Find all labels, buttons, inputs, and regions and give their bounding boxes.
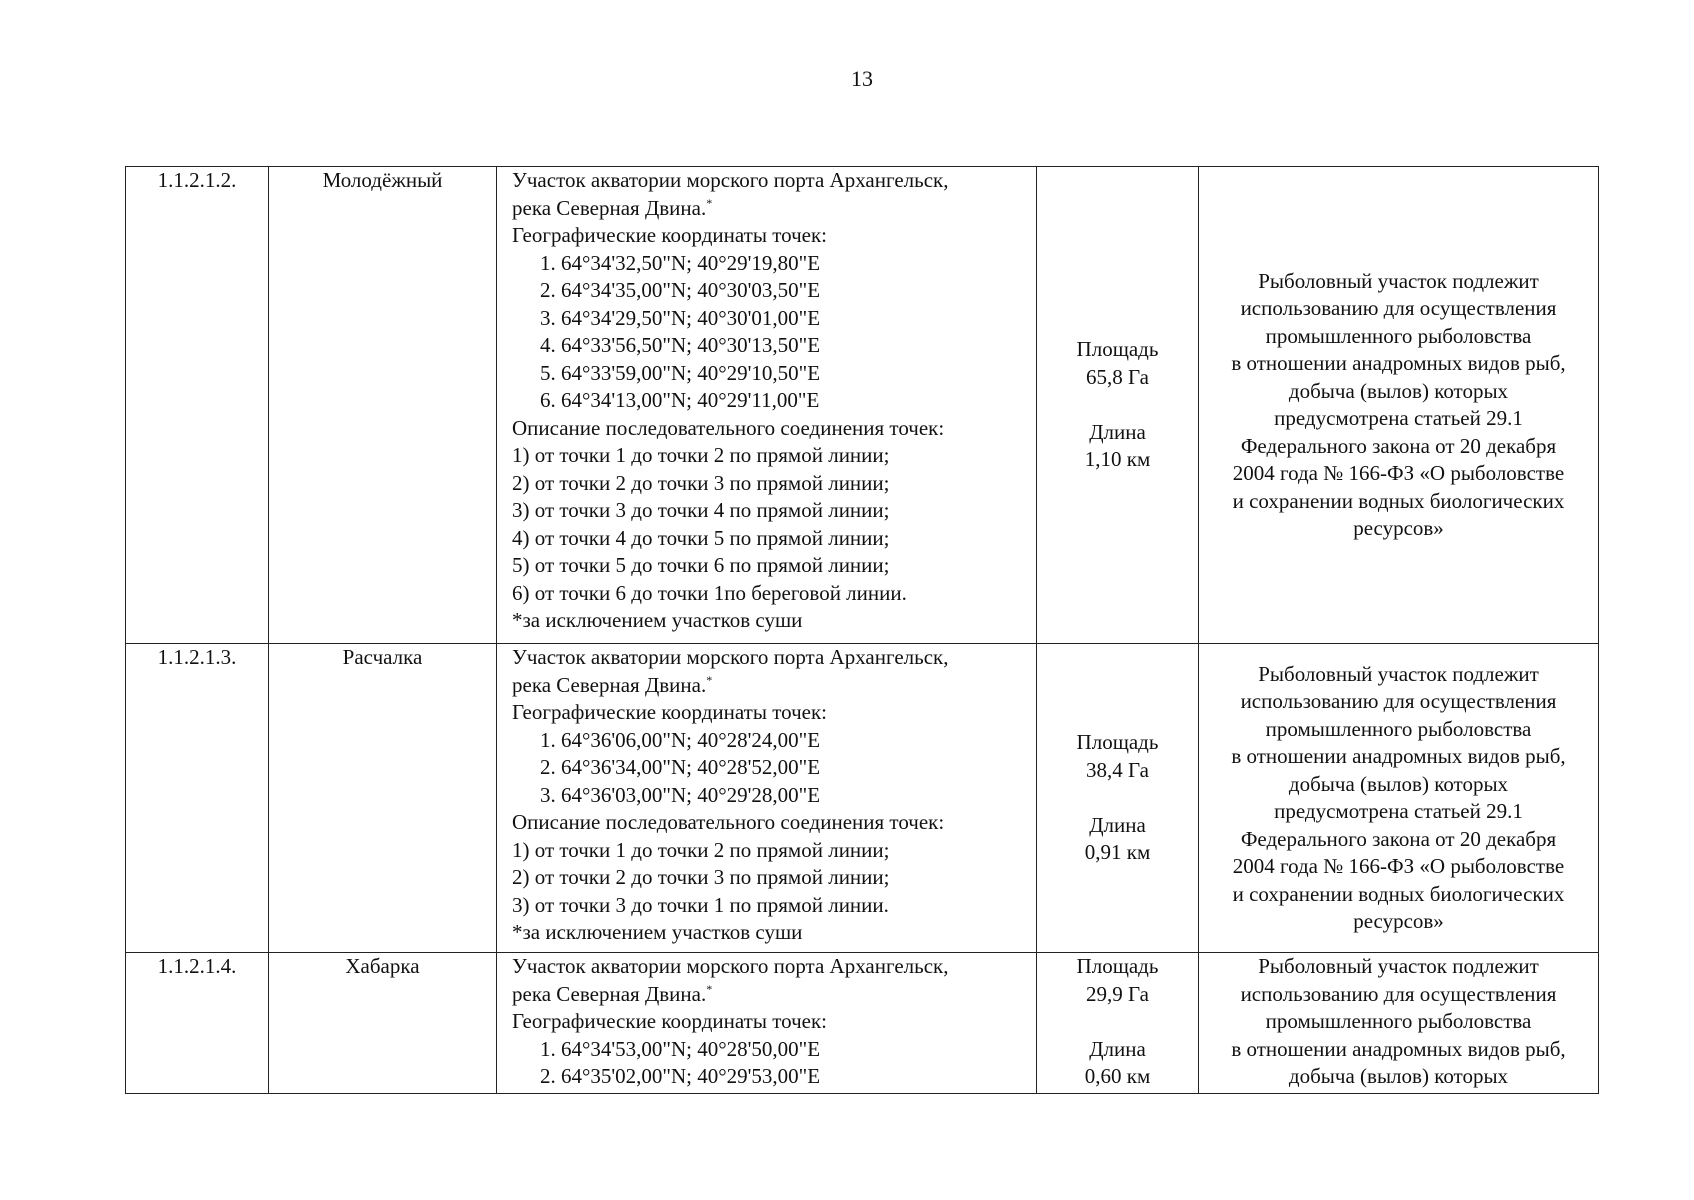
table-row [126, 167, 1599, 644]
area-value: 29,9 Га [1086, 981, 1149, 1006]
desc-line: река Северная Двина.* [512, 672, 713, 697]
footnote: *за исключением участков суши [512, 920, 803, 944]
connection-title: Описание последовательного соединения точек: [512, 810, 945, 834]
length-value: 1,10 км [1084, 447, 1151, 472]
note-line: ресурсов» [1353, 516, 1444, 540]
connection-line: 1) от точки 1 до точки 2 по прямой линии; [512, 443, 890, 467]
note-line: добыча (вылов) которых [1288, 1064, 1509, 1088]
area-size [1037, 167, 1199, 644]
desc-line: река Северная Двина.* [512, 195, 713, 220]
connection-line: 2) от точки 2 до точки 3 по прямой линии; [512, 470, 890, 495]
length-value: 0,91 км [1084, 840, 1151, 865]
desc-line: Участок акватории морского порта Архангельск, [512, 954, 949, 978]
note-line: 2004 года № 166-ФЗ «О рыболовстве [1232, 854, 1565, 878]
length-label: Длина [1089, 812, 1146, 837]
note-line: предусмотрена статьей 29.1 [1274, 406, 1523, 430]
note-line: Рыболовный участок подлежит [1258, 954, 1539, 978]
area-note [1199, 644, 1599, 953]
coord-point: 6. 64°34'13,00"N; 40°29'11,00"E [540, 388, 820, 412]
note-line: и сохранении водных биологических [1232, 488, 1565, 513]
area-note [1199, 953, 1599, 1094]
row-number: 1.1.2.1.3. [126, 644, 269, 953]
note-line: в отношении анадромных видов рыб, [1231, 1036, 1566, 1061]
note-line: добыча (вылов) которых [1288, 771, 1509, 796]
page-number: 13 [851, 66, 873, 91]
note-line: использованию для осуществления [1240, 981, 1557, 1006]
connection-title: Описание последовательного соединения точек: [512, 415, 945, 440]
connection-line: 2) от точки 2 до точки 3 по прямой линии; [512, 865, 890, 889]
area-value: 38,4 Га [1086, 757, 1149, 782]
connection-line: 1) от точки 1 до точки 2 по прямой линии; [512, 837, 890, 862]
coord-point: 3. 64°36'03,00"N; 40°29'28,00"E [540, 782, 821, 807]
area-name: Молодёжный [269, 167, 497, 644]
note-line: промышленного рыболовства [1265, 1009, 1532, 1033]
coord-point: 1. 64°34'32,50"N; 40°29'19,80"E [540, 250, 821, 275]
coord-point: 5. 64°33'59,00"N; 40°29'10,50"E [540, 360, 821, 385]
note-line: ресурсов» [1353, 909, 1444, 933]
row-number: 1.1.2.1.2. [126, 167, 269, 644]
area-label: Площадь [1076, 730, 1159, 755]
coord-point: 2. 64°34'35,00"N; 40°30'03,50"E [540, 278, 821, 302]
note-line: промышленного рыболовства [1265, 716, 1532, 741]
coord-point: 4. 64°33'56,50"N; 40°30'13,50"E [540, 333, 821, 357]
connection-line: 3) от точки 3 до точки 4 по прямой линии; [512, 498, 890, 522]
row-number: 1.1.2.1.4. [126, 953, 269, 1094]
length-label: Длина [1089, 419, 1146, 444]
table-row [126, 953, 1599, 1094]
note-line: Федерального закона от 20 декабря [1240, 433, 1557, 458]
desc-line: река Северная Двина.* [512, 981, 713, 1006]
note-line: добыча (вылов) которых [1288, 378, 1509, 403]
footnote-mark: * [706, 195, 713, 210]
note-line: использованию для осуществления [1240, 296, 1557, 320]
note-line: Федерального закона от 20 декабря [1240, 826, 1557, 851]
note-line: использованию для осуществления [1240, 689, 1557, 713]
note-line: 2004 года № 166-ФЗ «О рыболовстве [1232, 461, 1565, 485]
area-label: Площадь [1076, 954, 1159, 978]
area-value: 65,8 Га [1086, 364, 1149, 389]
area-name: Расчалка [269, 644, 497, 953]
area-size [1037, 644, 1199, 953]
area-size [1037, 953, 1199, 1094]
coord-point: 2. 64°36'34,00"N; 40°28'52,00"E [540, 755, 821, 779]
coords-title: Географические координаты точек: [512, 700, 827, 724]
note-line: предусмотрена статьей 29.1 [1274, 799, 1523, 823]
note-line: промышленного рыболовства [1265, 323, 1532, 348]
coord-point: 1. 64°34'53,00"N; 40°28'50,00"E [540, 1036, 821, 1061]
table-row [126, 644, 1599, 953]
area-name: Хабарка [269, 953, 497, 1094]
area-label: Площадь [1076, 337, 1159, 362]
coords-title: Географические координаты точек: [512, 223, 827, 247]
note-line: Рыболовный участок подлежит [1258, 268, 1539, 293]
connection-line: 3) от точки 3 до точки 1 по прямой линии. [512, 892, 889, 917]
area-description [497, 644, 1037, 953]
footnote-mark: * [706, 672, 713, 687]
connection-line: 6) от точки 6 до точки 1по береговой линии. [512, 580, 907, 605]
coord-point: 2. 64°35'02,00"N; 40°29'53,00"E [540, 1064, 821, 1088]
length-value: 0,60 км [1084, 1064, 1151, 1088]
connection-line: 4) от точки 4 до точки 5 по прямой линии; [512, 525, 890, 550]
note-line: и сохранении водных биологических [1232, 881, 1565, 906]
fishing-areas-table [125, 166, 1599, 1094]
desc-line: Участок акватории морского порта Архангельск, [512, 645, 949, 669]
area-description [497, 953, 1037, 1094]
note-line: в отношении анадромных видов рыб, [1231, 351, 1566, 375]
area-description [497, 167, 1037, 644]
note-line: Рыболовный участок подлежит [1258, 661, 1539, 686]
connection-line: 5) от точки 5 до точки 6 по прямой линии; [512, 553, 890, 577]
coords-title: Географические координаты точек: [512, 1009, 827, 1033]
footnote: *за исключением участков суши [512, 608, 803, 632]
length-label: Длина [1089, 1036, 1146, 1061]
footnote-mark: * [706, 981, 713, 996]
note-line: в отношении анадромных видов рыб, [1231, 744, 1566, 768]
coord-point: 3. 64°34'29,50"N; 40°30'01,00"E [540, 305, 821, 330]
area-note [1199, 167, 1599, 644]
desc-line: Участок акватории морского порта Архангельск, [512, 168, 949, 192]
coord-point: 1. 64°36'06,00"N; 40°28'24,00"E [540, 727, 821, 752]
